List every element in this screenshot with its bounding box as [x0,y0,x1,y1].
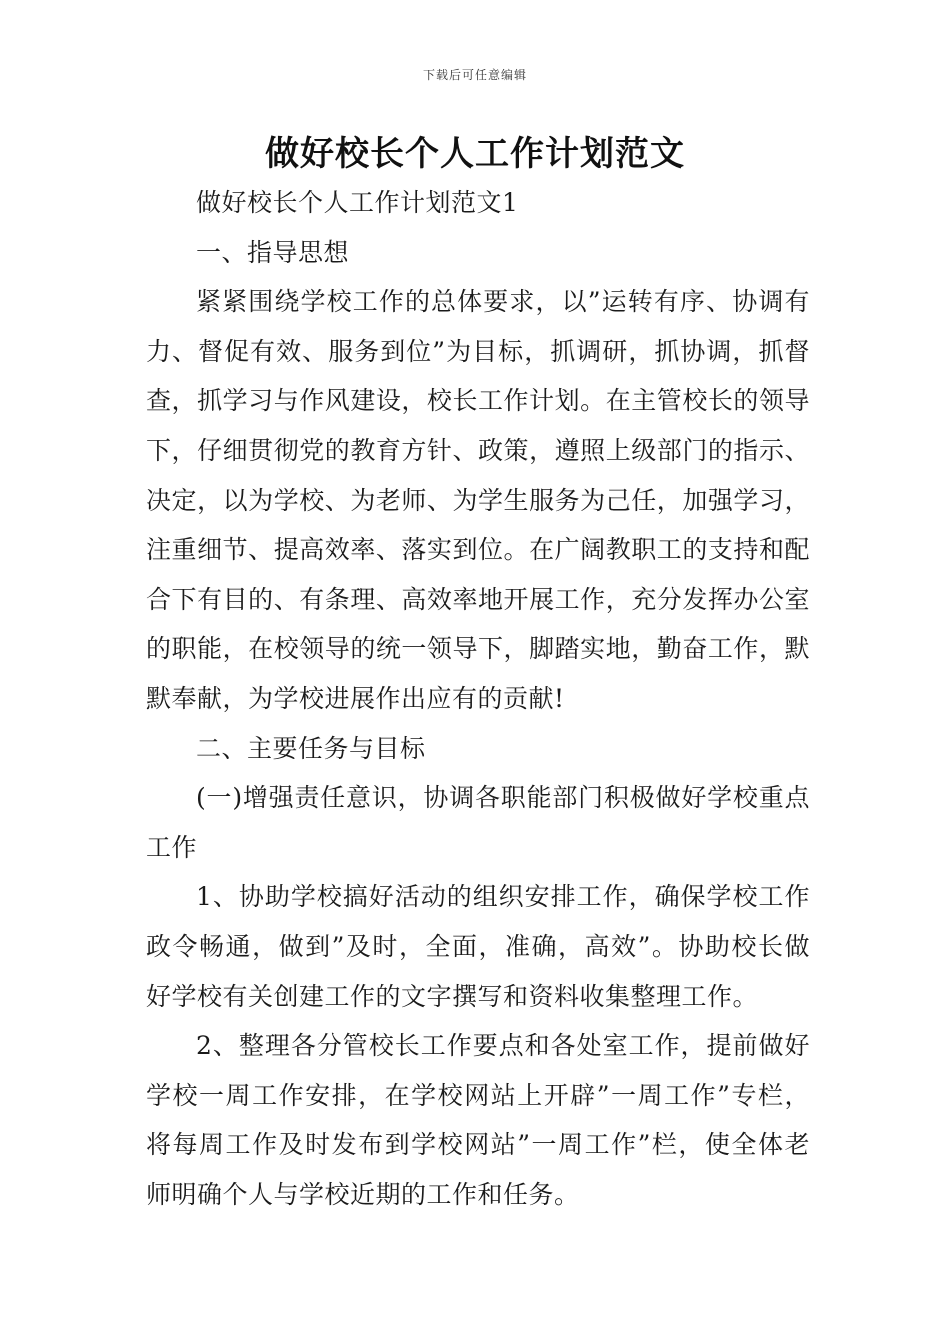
body-paragraph: 紧紧围绕学校工作的总体要求，以”运转有序、协调有力、督促有效、服务到位”为目标，抓调研，抓协调，抓督查，抓学习与作风建设，校长工作计划。在主管校长的领导下，仔细贯彻党的教育方针、政策，遵照上级部门的指示、决定，以为学校、为老师、为学生服务为己任，加强学习，注重细节、提高效率、落实到位。在广阔教职工的支持和配合下有目的、有条理、高效率地开展工作，充分发挥办公室的职能，在校领导的统一领导下，脚踏实地，勤奋工作，默默奉献，为学校进展作出应有的贡献! [146,287,810,713]
section-heading-guiding-ideology: 一、指导思想 [196,237,350,267]
subsection-heading: (一)增强责任意识，协调各职能部门积极做好学校重点工作 [146,783,810,862]
document-title: 做好校长个人工作计划范文 [265,134,685,174]
subtitle-paragraph: 做好校长个人工作计划范文1 [196,188,519,217]
section-heading-main-tasks: 二、主要任务与目标 [196,733,426,763]
document-body [146,178,810,1219]
body-paragraph: 2、整理各分管校长工作要点和各处室工作，提前做好学校一周工作安排，在学校网站上开辟”一周工作”专栏，将每周工作及时发布到学校网站”一周工作”栏，使全体老师明确个人与学校近期的工作和任务。 [146,1031,810,1209]
header-note: 下载后可任意编辑 [422,68,527,82]
body-paragraph: 1、协助学校搞好活动的组织安排工作，确保学校工作政令畅通，做到”及时，全面，准确，高效”。协助校长做好学校有关创建工作的文字撰写和资料收集整理工作。 [146,882,810,1011]
